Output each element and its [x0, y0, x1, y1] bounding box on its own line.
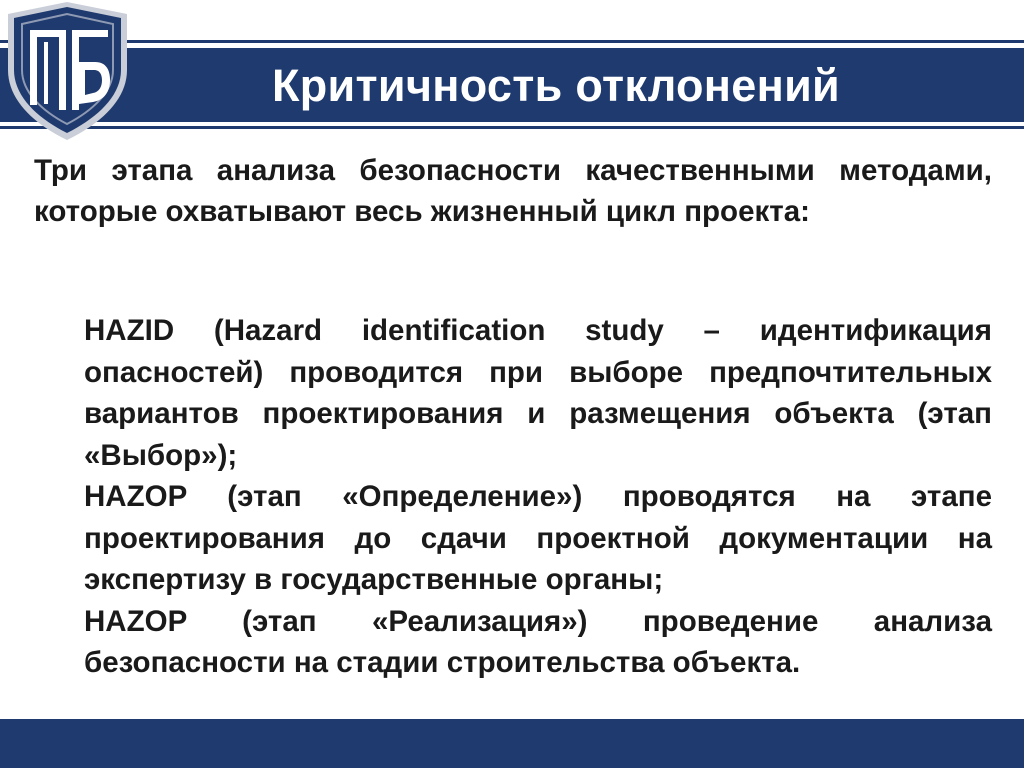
header-bottom-rule	[0, 126, 1024, 129]
list-item: HAZOP (этап «Реализация») проведение анализа безопасности на стадии строительства объекта.	[84, 604, 992, 679]
header-top-rule	[0, 40, 1024, 43]
list-item: HAZID (Hazard identification study – идентификация опасностей) проводится при выборе предпочтительных вариантов проектирования и размещения объекта (этап «Выбор»);	[84, 314, 992, 472]
footer-band	[0, 719, 1024, 768]
intro-paragraph: Три этапа анализа безопасности качественными методами, которые охватывают весь жизненный цикл проекта:	[34, 154, 992, 228]
stages-list	[84, 310, 992, 684]
slide-title: Критичность отклонений	[272, 60, 841, 111]
list-item: HAZOP (этап «Определение») проводятся на этапе проектирования до сдачи проектной документации на экспертизу в государственные органы;	[84, 480, 992, 596]
logo-shield-icon	[0, 0, 135, 142]
